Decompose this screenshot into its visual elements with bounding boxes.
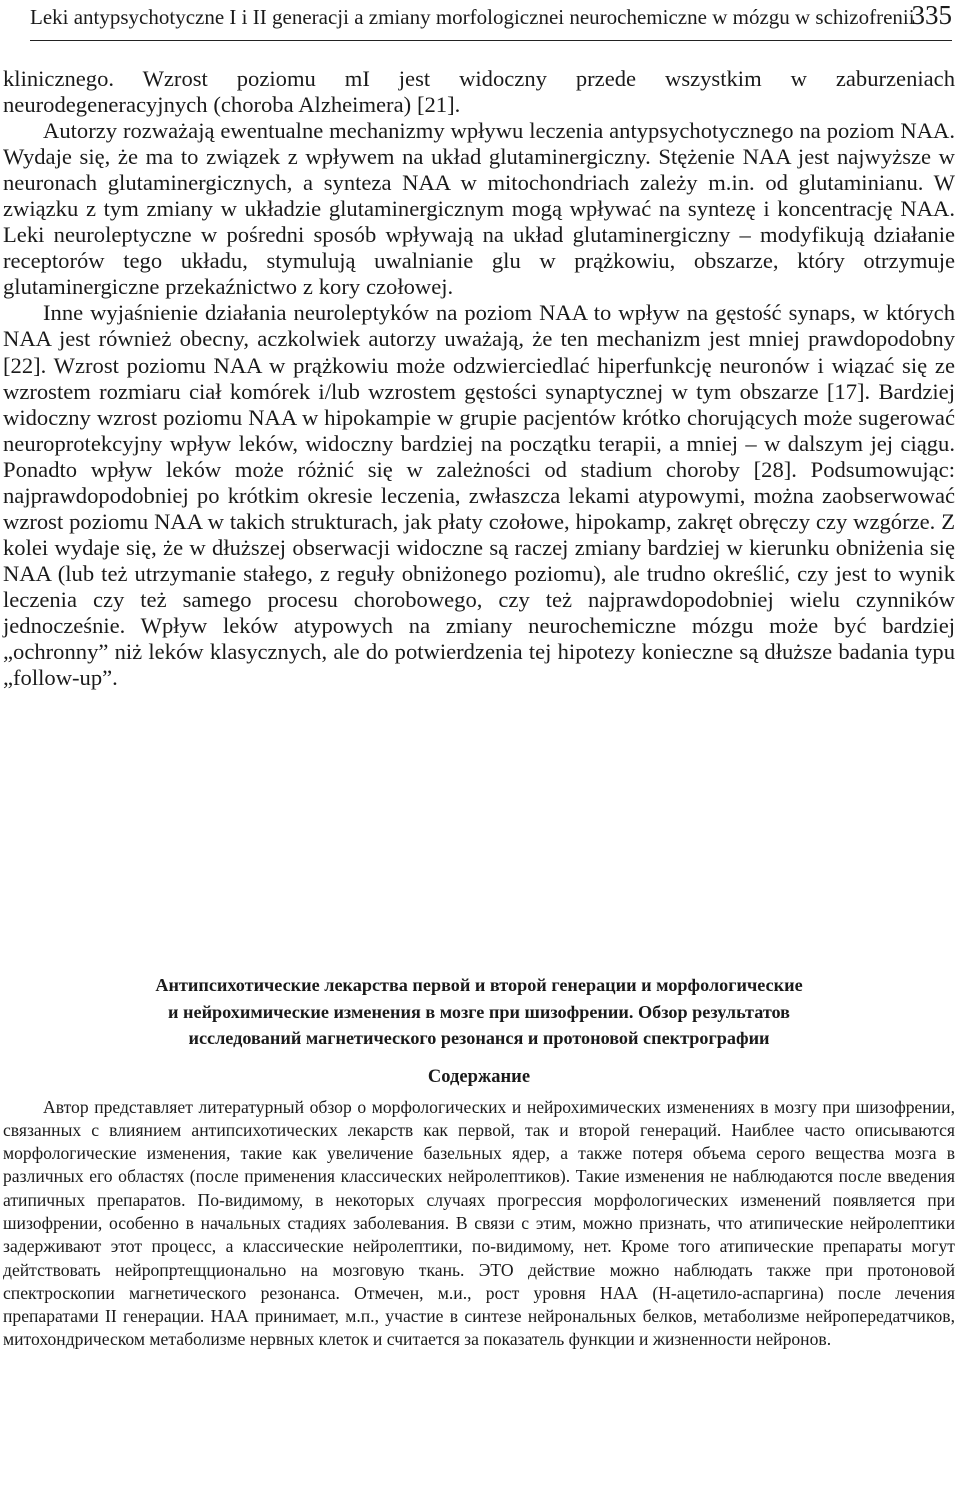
summary-title-line: исследований магнетического резонанся и протоновой спектрографии: [188, 1028, 770, 1048]
page-number: 335: [911, 0, 952, 30]
summary-title-line: Антипсихотические лекарства первой и второй генерации и морфологические: [155, 975, 803, 995]
body-paragraph: Autorzy rozważają ewentualne mechanizmy wpływu leczenia antypsychotycznego na poziom NAA. Wydaje się, że ma to związek z wpływem na układ glutaminergiczny. Stężenie NAA jest najwyższe w neuronach glutaminergicznych, a synteza NAA w mitochondriach zależy m.in. od glutaminianu. W związku z tym zmiany w układzie glutaminergicznym mogą wpływać na syntezę i koncentrację NAA. Leki neuroleptyczne w pośredni sposób wpływają na układ glutaminergiczny – modyfikują działanie receptorów tego układu, stymulują uwalnianie glu w prążkowiu, obszarze, który otrzymuje glutaminergiczne przekaźnictwo z kory czołowej.: [3, 118, 955, 300]
summary-text: Автор представляет литературный обзор о морфологических и нейрохимических изменениях в мозгу при шизофрении, связанных с влиянием антипсихотических лекарств как первой, так и второй генераций. Наиблее часто описываются морфологические изменения, такие как увеличение базельных ядер, а также потеря объема серого вещества мозга в различных его областях (после применения классических нейролептиков). Такие изменения не наблюдаются после введения атипичных препаратов. По-видимому, в некоторых случаях прогрессия морфологических изменений появляется при шизофрении, особенно в начальных стадиях заболевания. В связи с этим, можно признать, что атипические нейролептики задерживают этот процесс, а классические нейролептики, по-видимому, нет. Кроме того атипические препараты могут дейтствовать нейропртещционально на мозговую ткань. ЭТО действие можно наблюдать также при протоновой спектроскопии магнетического резонанса. Отмечен, м.и., рост уровня НАА (Н-ацетило-аспаргина) после лечения препаратами II генерации. НАА принимает, м.п., участие в синтезе нейрональных белков, метаболизме нейропередатчиков, митохондрическом метаболизме нервных клеток и считается за показатель функции и жизненности нейронов.: [3, 1096, 955, 1350]
body-paragraph: Inne wyjaśnienie działania neuroleptyków na poziom NAA to wpływ na gęstość synaps, w których NAA jest również obecny, aczkolwiek autorzy uważają, że ten mechanizm jest mniej prawdopodobny [22]. Wzrost poziomu NAA w prążkowiu może odzwierciedlać hiperfunkcję neuronów i wiązać się ze wzrostem rozmiaru ciał komórek i/lub wzrostem gęstości synaptycznej w tym obszarze [17]. Bardziej widoczny wzrost poziomu NAA w hipokampie w grupie pacjentów krótko chorujących może sugerować neuroprotekcyjny wpływ leków, widoczny bardziej na początku terapii, a mniej – w dalszym jej ciągu. Ponadto wpływ leków może różnić się w zależności od stadium choroby [28]. Podsumowując: najprawdopodobniej po krótkim okresie leczenia, zwłaszcza lekami atypowymi, można zaobserwować wzrost poziomu NAA w takich strukturach, jak płaty czołowe, hipokamp, zakręt obręczy czy wzgórze. Z kolei wydaje się, że w dłuższej obserwacji widoczne są raczej zmiany bardziej w kierunku obniżenia się NAA (lub też utrzymanie stałego, z reguły obniżonego poziomu), ale trudno określić, czy jest to wynik leczenia czy też samego procesu chorobowego, czy też najprawdopodobniej wielu czynników jednocześnie. Wpływ leków atypowych na zmiany neurochemiczne mózgu może być bardziej „ochronny” niż leków klasycznych, ale do potwierdzenia tej hipotezy konieczne są dłuższe badania typu „follow-up”.: [3, 300, 955, 691]
body-paragraph: klinicznego. Wzrost poziomu mI jest widoczny przede wszystkim w zaburzeniach neurodegeneracyjnych (choroba Alzheimera) [21].: [3, 66, 955, 118]
article-body: [3, 66, 955, 691]
running-title: Leki antypsychotyczne I i II generacji a zmiany morfologicznei neurochemiczne w mózgu w schizofrenii: [30, 5, 915, 29]
running-header: [30, 2, 952, 41]
summary-heading: Содержание: [427, 1066, 531, 1087]
russian-summary: [3, 972, 955, 1352]
summary-title-line: и нейрохимические изменения в мозге при шизофрении. Обзор результатов: [168, 1001, 790, 1022]
summary-title: [3, 972, 955, 1052]
